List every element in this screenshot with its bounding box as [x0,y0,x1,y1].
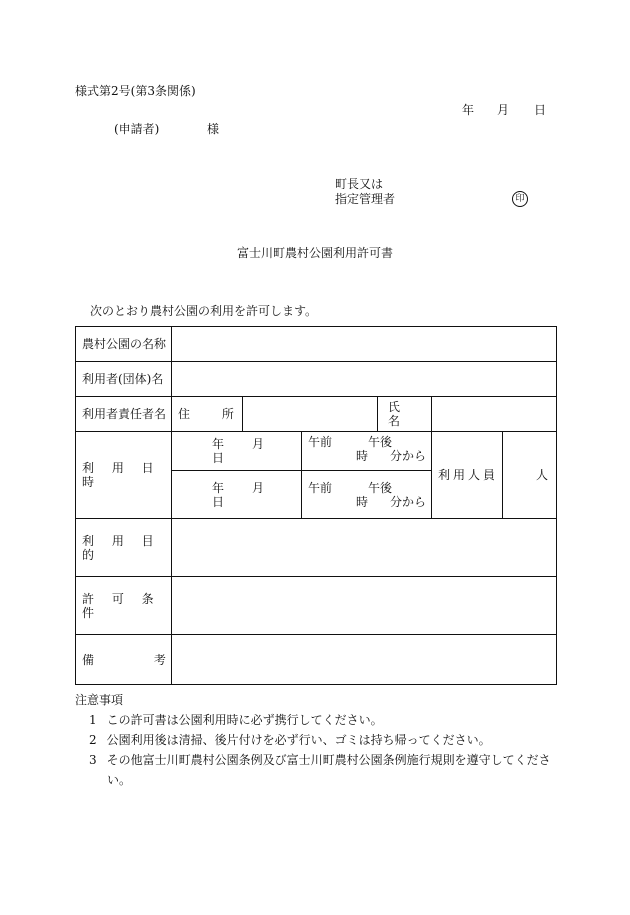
intro-text: 次のとおり農村公園の利用を許可します。 [90,304,318,318]
row-park-name [76,327,557,362]
date-year: 年 [462,103,475,117]
form-number: 様式第2号(第3条関係) [75,84,196,98]
purpose-label [76,519,172,577]
usage-time-2-am: 午前 [308,480,333,495]
headcount-field[interactable] [503,432,557,519]
usage-time-2-pm: 午後 [368,480,393,495]
note-item-2-num: 2 [89,733,97,747]
usage-time-1-pm: 午後 [368,435,393,449]
note-item-1-num: 1 [89,713,97,727]
honorific: 様 [207,122,220,136]
usage-time-2[interactable] [302,471,432,519]
usage-time-2-minute: 分から [390,494,427,509]
usage-date-2[interactable] [172,471,302,519]
row-usage-1 [76,432,557,471]
usage-date-2-year: 年 [212,480,225,495]
usage-date-1[interactable] [172,432,302,471]
row-conditions [76,577,557,635]
name-field[interactable] [432,397,557,432]
purpose-label-text: 利 用 目 的 [82,533,154,562]
permit-table [75,326,557,685]
seal-mark: 印 [512,191,528,207]
remarks-label-text: 備 考 [82,652,166,667]
note-item-3 [75,750,565,770]
address-field[interactable] [243,397,378,432]
purpose-field[interactable] [172,519,557,577]
usage-date-1-month: 月 [252,437,265,451]
note-item-3-continuation: い。 [107,773,132,787]
remarks-field[interactable] [172,635,557,685]
note-item-2 [75,730,565,750]
usage-date-2-day: 日 [212,494,225,509]
row-responsible [76,397,557,432]
address-label-text: 住 所 [178,407,234,421]
address-label [172,397,243,432]
name-label [378,397,432,432]
row-user-group [76,362,557,397]
usage-date-1-day: 日 [212,451,225,465]
notes-section [75,690,565,790]
date-month: 月 [497,103,510,117]
note-item-3-num: 3 [89,753,97,767]
row-remarks [76,635,557,685]
usage-date-1-year: 年 [212,437,225,451]
park-name-field[interactable] [172,327,557,362]
usage-time-1-am: 午前 [308,435,333,449]
note-item-3-text: その他富士川町農村公園条例及び富士川町農村公園条例施行規則を遵守してくださ [106,753,551,767]
usage-date-2-month: 月 [252,480,265,495]
note-item-2-text: 公園利用後は清掃、後片付けを必ず行い、ゴミは持ち帰ってください。 [106,733,491,747]
name-label-text: 氏 名 [388,400,401,428]
user-group-field[interactable] [172,362,557,397]
person-unit: 人 [536,468,549,482]
date-day: 日 [534,103,547,117]
note-item-1 [75,710,565,730]
headcount-label: 利用人員 [432,432,503,519]
conditions-label [76,577,172,635]
issuer-line2: 指定管理者 [335,192,396,206]
row-purpose [76,519,557,577]
responsible-label: 利用者責任者名 [76,397,172,432]
usage-time-2-hour: 時 [356,494,369,509]
usage-datetime-label-text: 利 用 日 時 [82,461,154,489]
applicant-label: (申請者) [114,122,160,136]
usage-datetime-label [76,432,172,519]
notes-heading: 注意事項 [75,693,124,707]
issuer-line1: 町長又は [335,177,384,191]
usage-time-1-minute: 分から [390,449,427,463]
note-item-1-text: この許可書は公園利用時に必ず携行してください。 [106,713,383,727]
usage-time-1[interactable] [302,432,432,471]
conditions-field[interactable] [172,577,557,635]
conditions-label-text: 許 可 条 件 [82,591,154,620]
user-group-label: 利用者(団体)名 [76,362,172,397]
park-name-label: 農村公園の名称 [76,327,172,362]
usage-time-1-hour: 時 [356,449,369,463]
remarks-label [76,635,172,685]
document-title: 富士川町農村公園利用許可書 [237,246,394,260]
